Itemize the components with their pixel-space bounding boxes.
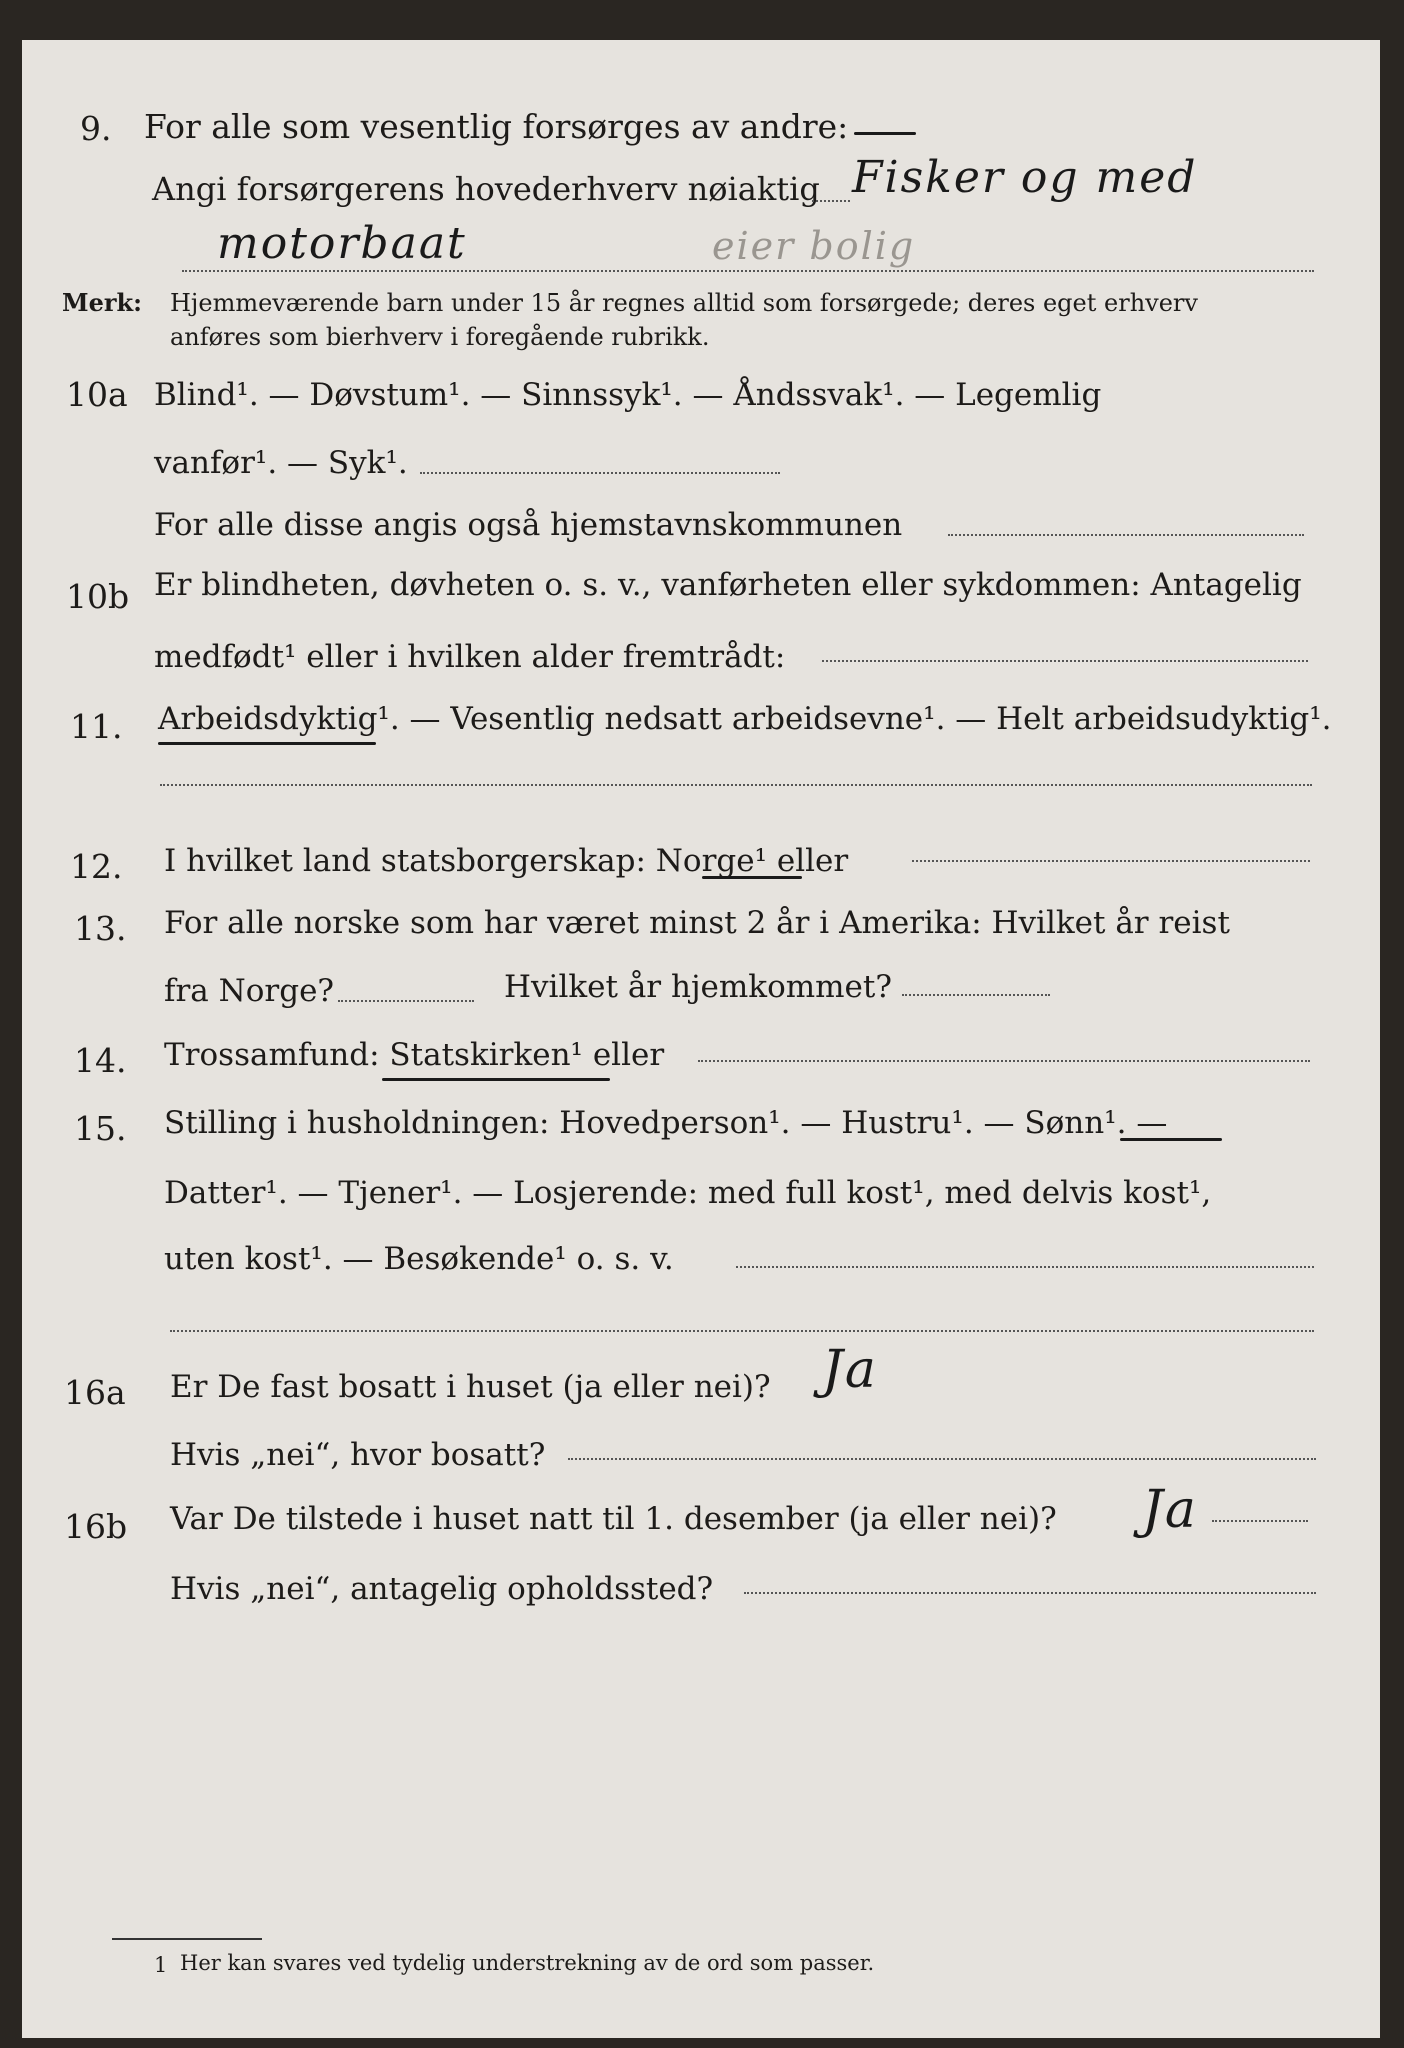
norge-underline bbox=[702, 876, 802, 879]
q14-number: 14. bbox=[74, 1041, 127, 1080]
q10a-answer-line bbox=[420, 472, 780, 474]
q9-answer-line2 bbox=[182, 270, 1314, 272]
merk-label: Merk: bbox=[62, 288, 142, 317]
merk-line1: Hjemmeværende barn under 15 år regnes alltid som forsørgede; deres eget erhverv bbox=[170, 289, 1198, 317]
q15-line3: uten kost¹. — Besøkende¹ o. s. v. bbox=[164, 1241, 674, 1277]
arbeidsdyktig-underline bbox=[158, 742, 376, 745]
q10b-line2: medfødt¹ eller i hvilken alder fremtrådt: bbox=[154, 639, 786, 675]
q15-answer-line2 bbox=[170, 1330, 1314, 1332]
q9-line1: For alle som vesentlig forsørges av andre: bbox=[144, 107, 849, 146]
q12-number: 12. bbox=[70, 847, 123, 886]
q11-answer-line bbox=[160, 784, 1312, 786]
q9-number: 9. bbox=[80, 109, 112, 148]
q15-number: 15. bbox=[74, 1109, 127, 1148]
q13-return-line bbox=[902, 994, 1050, 996]
q13-number: 13. bbox=[74, 909, 127, 948]
q16b-number: 16b bbox=[64, 1507, 128, 1546]
statskirken-underline bbox=[382, 1078, 610, 1081]
q16a-line1: Er De fast bosatt i huset (ja eller nei)? bbox=[170, 1369, 771, 1405]
q12-line1: I hvilket land statsborgerskap: Norge¹ eller bbox=[164, 843, 849, 879]
q16b-handwritten-answer: Ja bbox=[1142, 1480, 1198, 1540]
q13-line2b: Hvilket år hjemkommet? bbox=[504, 969, 892, 1005]
census-form-page bbox=[22, 40, 1380, 2038]
q15-answer-line bbox=[736, 1266, 1314, 1268]
q13-departure-line bbox=[338, 1000, 474, 1002]
q9-answer-line bbox=[812, 200, 850, 202]
q14-line1: Trossamfund: Statskirken¹ eller bbox=[164, 1037, 665, 1073]
q15-line2: Datter¹. — Tjener¹. — Losjerende: med full kost¹, med delvis kost¹, bbox=[164, 1175, 1212, 1211]
q16b-line1: Var De tilstede i huset natt til 1. desember (ja eller nei)? bbox=[170, 1501, 1057, 1537]
q10a-line2: vanfør¹. — Syk¹. bbox=[154, 445, 408, 481]
q16a-line2: Hvis „nei“, hvor bosatt? bbox=[170, 1437, 546, 1473]
q10a-number: 10a bbox=[66, 375, 128, 414]
merk-line2: anføres som bierhverv i foregående rubrikk. bbox=[170, 323, 710, 351]
q9-handwritten-answer2: motorbaat bbox=[217, 218, 467, 269]
q11-number: 11. bbox=[70, 707, 123, 746]
q11-line1: Arbeidsdyktig¹. — Vesentlig nedsatt arbeidsevne¹. — Helt arbeidsudyktig¹. bbox=[158, 701, 1332, 737]
q9-handwritten-answer3: eier bolig bbox=[712, 224, 916, 268]
q10a-hometown-line bbox=[948, 534, 1304, 536]
footnote-text: Her kan svares ved tydelig understrekning av de ord som passer. bbox=[180, 1951, 875, 1975]
q15-line1: Stilling i husholdningen: Hovedperson¹. — Hustru¹. — Sønn¹. — bbox=[164, 1105, 1168, 1141]
q16b-answer-line bbox=[1212, 1520, 1308, 1522]
dash-mark bbox=[854, 132, 916, 135]
q16a-number: 16a bbox=[64, 1373, 126, 1412]
footnote-rule bbox=[112, 1938, 262, 1940]
q10a-line3: For alle disse angis også hjemstavnskommunen bbox=[154, 507, 903, 543]
sonn-underline bbox=[1120, 1138, 1222, 1141]
q9-handwritten-answer1: Fisker og med bbox=[852, 152, 1198, 203]
q10a-line1: Blind¹. — Døvstum¹. — Sinnssyk¹. — Åndssvak¹. — Legemlig bbox=[154, 377, 1102, 413]
q16b-place-line bbox=[744, 1592, 1316, 1594]
footnote-mark: 1 bbox=[154, 1953, 168, 1977]
q12-answer-line bbox=[912, 860, 1310, 862]
q13-line1: For alle norske som har været minst 2 år i Amerika: Hvilket år reist bbox=[164, 905, 1230, 941]
q14-answer-line bbox=[698, 1060, 1310, 1062]
q10b-answer-line bbox=[822, 660, 1308, 662]
q16a-handwritten-answer: Ja bbox=[822, 1340, 878, 1400]
q16a-answer-line bbox=[568, 1458, 1316, 1460]
q10b-number: 10b bbox=[66, 577, 130, 616]
q13-line2a: fra Norge? bbox=[164, 973, 335, 1009]
q10b-line1: Er blindheten, døvheten o. s. v., vanførheten eller sykdommen: Antagelig bbox=[154, 567, 1302, 603]
q9-line2: Angi forsørgerens hovederhverv nøiaktig bbox=[152, 170, 820, 208]
q16b-line2: Hvis „nei“, antagelig opholdssted? bbox=[170, 1571, 714, 1607]
